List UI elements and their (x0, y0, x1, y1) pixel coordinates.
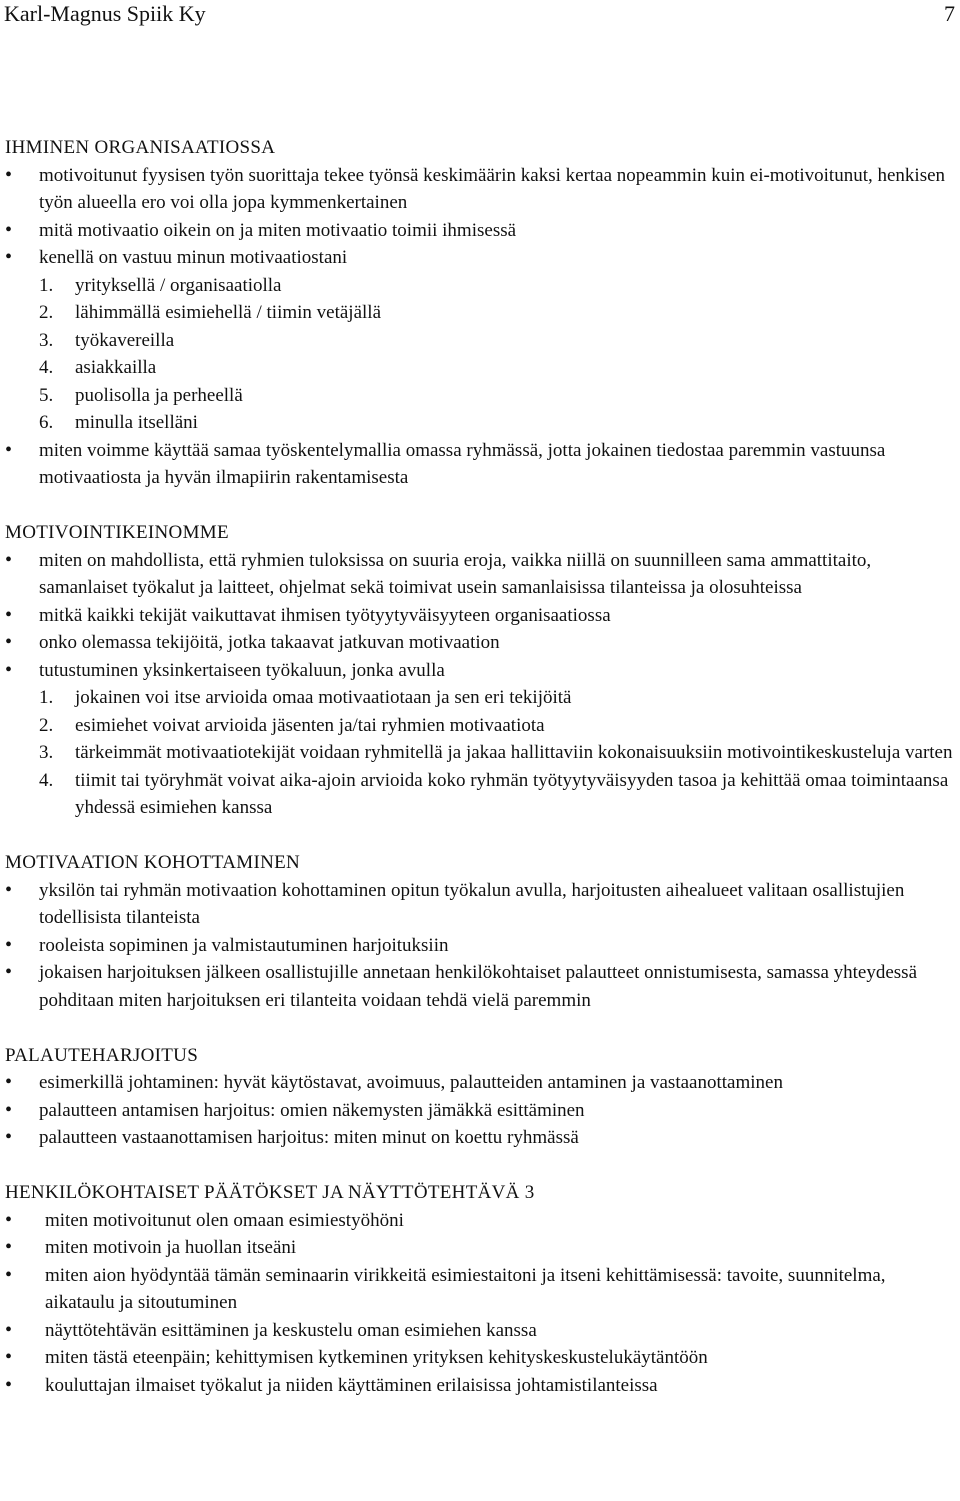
item-text: miten on mahdollista, että ryhmien tuloksissa on suuria eroja, vaikka niillä on suunnilleen sama ammattitaito, samanlaiset työkalut ja laitteet, ohjelmat sekä toimivat usein samanlaisissa tilanteissa ja olosuhteissa (39, 549, 872, 598)
item-number: 4. (39, 769, 54, 791)
item-text: asiakkailla (75, 357, 157, 378)
bullet-item (5, 244, 955, 272)
section (5, 849, 955, 1014)
item-text: palautteen vastaanottamisen harjoitus: miten minut on koettu ryhmässä (39, 1127, 579, 1148)
item-number: 2. (39, 714, 54, 736)
item-text: esimerkillä johtaminen: hyvät käytöstavat, avoimuus, palautteiden antaminen ja vastaanottaminen (39, 1072, 783, 1093)
item-text: miten aion hyödyntää tämän seminaarin virikkeitä esimiestaitoni ja itseni kehittämisessä: tavoite, suunnitelma, aikataulu ja sitoutuminen (45, 1264, 886, 1313)
item-text: palautteen antamisen harjoitus: omien näkemysten jämäkkä esittäminen (39, 1099, 585, 1121)
item-number: 5. (39, 384, 54, 406)
bullet-item (5, 1069, 955, 1097)
item-text: lähimmällä esimiehellä / tiimin vetäjällä (75, 302, 382, 323)
numbered-item (5, 712, 955, 740)
item-text: mitkä kaikki tekijät vaikuttavat ihmisen työtyytyväisyyteen organisaatiossa (39, 604, 611, 626)
bullet-item (5, 657, 955, 685)
numbered-item (5, 354, 955, 382)
section-heading: MOTIVOINTIKEINOMME (5, 522, 229, 543)
item-number: 1. (39, 687, 54, 708)
section (5, 519, 955, 822)
item-number: 6. (39, 412, 54, 433)
bullet-item (5, 602, 955, 630)
item-number: 3. (39, 742, 54, 763)
item-text: onko olemassa tekijöitä, jotka takaavat jatkuvan motivaation (39, 632, 500, 653)
bullet-item (5, 877, 955, 932)
item-number: 4. (39, 357, 54, 378)
item-text: tärkeimmät motivaatiotekijät voidaan ryhmitellä ja jakaa hallittaviin kokonaisuuksiin motivointikeskusteluja varten (75, 742, 953, 763)
bullet-item (5, 1344, 955, 1372)
item-text: miten voimme käyttää samaa työskentelymallia omassa ryhmässä, jotta jokainen tiedostaa paremmin vastuunsa motivaatiosta ja hyvän ilmapiirin rakentamisesta (39, 439, 886, 488)
bullet-item (5, 1262, 955, 1317)
page-number: 7 (944, 1, 955, 26)
item-number: 3. (39, 329, 54, 351)
bullet-item (5, 1234, 955, 1262)
item-text: miten motivoitunut olen omaan esimiestyöhöni (45, 1209, 404, 1231)
item-text: yrityksellä / organisaatiolla (75, 274, 282, 296)
section (5, 1042, 955, 1152)
bullet-item (5, 1372, 955, 1400)
item-text: minulla itselläni (75, 412, 198, 433)
numbered-item (5, 409, 955, 437)
section (5, 134, 955, 492)
numbered-item (5, 684, 955, 712)
bullet-item (5, 1124, 955, 1152)
company-name: Karl-Magnus Spiik Ky (4, 1, 206, 26)
bullet-item (5, 1317, 955, 1345)
item-text: miten tästä eteenpäin; kehittymisen kytkeminen yrityksen kehityskeskustelukäytäntöön (45, 1347, 708, 1368)
numbered-item (5, 299, 955, 327)
item-text: jokainen voi itse arvioida omaa motivaatiotaan ja sen eri tekijöitä (75, 687, 572, 708)
bullet-item (5, 629, 955, 657)
numbered-item (5, 767, 955, 822)
bullet-item (5, 162, 955, 217)
item-text: puolisolla ja perheellä (75, 384, 243, 406)
item-text: näyttötehtävän esittäminen ja keskustelu oman esimiehen kanssa (45, 1319, 537, 1341)
item-text: motivoitunut fyysisen työn suorittaja tekee työnsä keskimäärin kaksi kertaa nopeammin kuin ei-motivoitunut, henkisen työn alueella ero voi olla jopa kymmenkertainen (39, 164, 946, 213)
item-text: mitä motivaatio oikein on ja miten motivaatio toimii ihmisessä (39, 219, 517, 241)
numbered-item (5, 739, 955, 767)
item-text: rooleista sopiminen ja valmistautuminen harjoituksiin (39, 934, 449, 956)
section (5, 1179, 955, 1399)
bullet-item (5, 217, 955, 245)
item-text: esimiehet voivat arvioida jäsenten ja/tai ryhmien motivaatiota (75, 714, 545, 736)
item-text: työkavereilla (75, 329, 175, 351)
section-heading: IHMINEN ORGANISAATIOSSA (5, 137, 276, 158)
item-text: kouluttajan ilmaiset työkalut ja niiden käyttäminen erilaisissa johtamistilanteissa (45, 1374, 658, 1396)
item-text: tiimit tai työryhmät voivat aika-ajoin arvioida koko ryhmän työtyytyväisyyden tasoa ja kehittää omaa toimintaansa yhdessä esimiehen kanssa (75, 769, 949, 818)
bullet-item (5, 1097, 955, 1125)
item-number: 2. (39, 302, 54, 323)
item-text: yksilön tai ryhmän motivaation kohottaminen opitun työkalun avulla, harjoitusten aihealueet valitaan osallistujien todellisista tilanteista (39, 879, 905, 928)
section-heading: HENKILÖKOHTAISET PÄÄTÖKSET JA NÄYTTÖTEHTÄVÄ 3 (5, 1182, 535, 1203)
numbered-item (5, 382, 955, 410)
document-body (5, 134, 955, 1427)
page-header (0, 0, 960, 28)
bullet-item (5, 547, 955, 602)
bullet-item (5, 1207, 955, 1235)
numbered-item (5, 272, 955, 300)
item-text: kenellä on vastuu minun motivaatiostani (39, 247, 348, 268)
item-text: tutustuminen yksinkertaiseen työkaluun, jonka avulla (39, 659, 445, 681)
numbered-item (5, 327, 955, 355)
bullet-item (5, 437, 955, 492)
section-heading: MOTIVAATION KOHOTTAMINEN (5, 852, 301, 873)
section-heading: PALAUTEHARJOITUS (5, 1044, 199, 1066)
item-text: miten motivoin ja huollan itseäni (45, 1237, 297, 1258)
bullet-item (5, 959, 955, 1014)
item-number: 1. (39, 274, 54, 296)
item-text: jokaisen harjoituksen jälkeen osallistujille annetaan henkilökohtaiset palautteet onnistumisesta, samassa yhteydessä pohditaan miten harjoituksen eri tilanteita voidaan tehdä vielä paremmin (39, 962, 917, 1011)
bullet-item (5, 932, 955, 960)
